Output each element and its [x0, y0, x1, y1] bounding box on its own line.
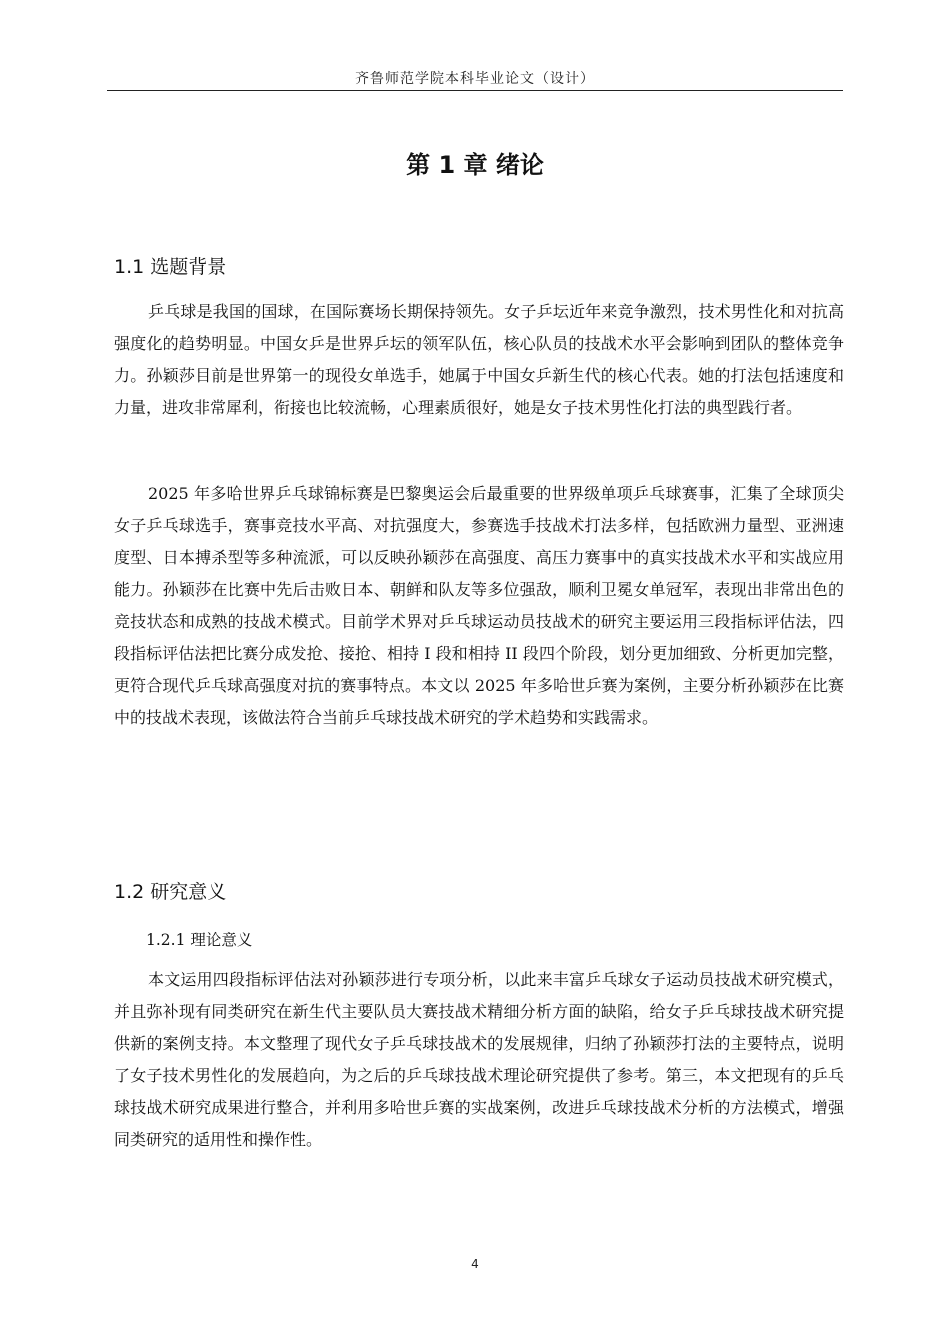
- paragraph-background-2: 2025 年多哈世界乒乓球锦标赛是巴黎奥运会后最重要的世界级单项乒乓球赛事，汇集了全球顶尖女子乒乓球选手，赛事竞技水平高、对抗强度大，参赛选手技战术打法多样，包括欧洲力量型、亚洲速度型、日本搏杀型等多种流派，可以反映孙颖莎在高强度、高压力赛事中的真实技战术水平和实战应用能力。孙颖莎在比赛中先后击败日本、朝鲜和队友等多位强敌，顺利卫冕女单冠军，表现出非常出色的竞技状态和成熟的技战术模式。目前学术界对乒乓球运动员技战术的研究主要运用三段指标评估法，四段指标评估法把比赛分成发抢、接抢、相持 I 段和相持 II 段四个阶段，划分更加细致、分析更加完整，更符合现代乒乓球高强度对抗的赛事特点。本文以 2025 年多哈世乒赛为案例，主要分析孙颖莎在比赛中的技战术表现，该做法符合当前乒乓球技战术研究的学术趋势和实践需求。: [114, 484, 844, 727]
- section-heading-1-2: 1.2 研究意义: [114, 881, 227, 903]
- header-divider: [107, 90, 843, 91]
- paragraph-background-1: 乒乓球是我国的国球，在国际赛场长期保持领先。女子乒坛近年来竞争激烈，技术男性化和对抗高强度化的趋势明显。中国女乒是世界乒坛的领军队伍，核心队员的技战术水平会影响到团队的整体竞争力。孙颖莎目前是世界第一的现役女单选手，她属于中国女乒新生代的核心代表。她的打法包括速度和力量，进攻非常犀利，衔接也比较流畅，心理素质很好，她是女子技术男性化打法的典型践行者。: [114, 302, 844, 417]
- subsection-heading-1-2-1: 1.2.1 理论意义: [146, 931, 253, 949]
- page-number: 4: [471, 1257, 479, 1271]
- running-header: 齐鲁师范学院本科毕业论文（设计）: [355, 71, 595, 87]
- chapter-title: 第 1 章 绪论: [406, 151, 544, 179]
- section-heading-1-1: 1.1 选题背景: [114, 256, 227, 278]
- paragraph-theoretical-significance: 本文运用四段指标评估法对孙颖莎进行专项分析，以此来丰富乒乓球女子运动员技战术研究模式，并且弥补现有同类研究在新生代主要队员大赛技战术精细分析方面的缺陷，给女子乒乓球技战术研究提供新的案例支持。本文整理了现代女子乒乓球技战术的发展规律，归纳了孙颖莎打法的主要特点，说明了女子技术男性化的发展趋向，为之后的乒乓球技战术理论研究提供了参考。第三，本文把现有的乒乓球技战术研究成果进行整合，并利用多哈世乒赛的实战案例，改进乒乓球技战术分析的方法模式，增强同类研究的适用性和操作性。: [114, 970, 844, 1149]
